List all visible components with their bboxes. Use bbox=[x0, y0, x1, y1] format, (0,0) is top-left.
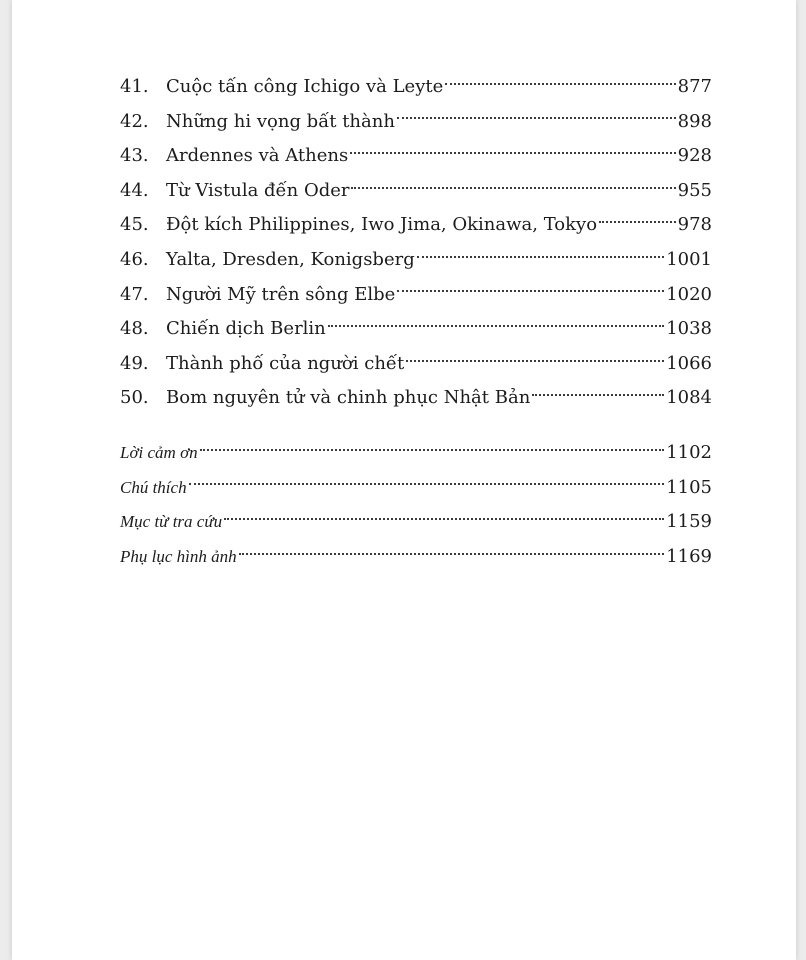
chapter-title: Đột kích Philippines, Iwo Jima, Okinawa, Tokyo bbox=[166, 214, 598, 236]
chapter-number: 49. bbox=[120, 352, 149, 374]
dot-leader bbox=[532, 393, 664, 396]
chapter-title: Ardennes và Athens bbox=[166, 145, 349, 167]
chapter-title: Những hi vọng bất thành bbox=[166, 110, 395, 132]
chapter-number: 42. bbox=[120, 110, 149, 132]
dot-leader bbox=[328, 324, 664, 327]
chapter-title: Từ Vistula đến Oder bbox=[166, 179, 350, 201]
chapter-title: Yalta, Dresden, Konigsberg bbox=[166, 248, 415, 270]
dot-leader bbox=[406, 359, 664, 362]
toc-entry-46 bbox=[120, 243, 712, 278]
chapter-title: Người Mỹ trên sông Elbe bbox=[166, 283, 396, 305]
chapter-title: Cuộc tấn công Ichigo và Leyte bbox=[166, 76, 444, 97]
back-matter-title: Phụ lục hình ảnh bbox=[120, 546, 237, 566]
toc-entry-49 bbox=[120, 347, 712, 382]
dot-leader bbox=[189, 482, 665, 485]
page-number: 1001 bbox=[666, 248, 712, 270]
toc-entry-photo-appendix bbox=[120, 540, 712, 575]
toc-entry-42 bbox=[120, 105, 712, 140]
back-matter-title: Chú thích bbox=[120, 477, 187, 497]
page-number: 1159 bbox=[666, 511, 712, 533]
dot-leader bbox=[239, 552, 665, 555]
page-number: 928 bbox=[677, 145, 712, 167]
chapter-number: 46. bbox=[120, 248, 149, 270]
page-number: 1038 bbox=[666, 318, 712, 340]
page-number: 877 bbox=[677, 76, 712, 97]
chapter-number: 47. bbox=[120, 283, 149, 305]
chapter-number: 43. bbox=[120, 145, 149, 167]
toc-entry-47 bbox=[120, 278, 712, 313]
toc-entry-notes bbox=[120, 471, 712, 506]
section-gap bbox=[120, 416, 712, 436]
toc-entry-acknowledgements bbox=[120, 436, 712, 471]
book-page bbox=[12, 0, 796, 960]
chapter-number: 44. bbox=[120, 179, 149, 201]
table-of-contents bbox=[120, 70, 712, 574]
dot-leader bbox=[599, 220, 676, 223]
dot-leader bbox=[417, 255, 664, 258]
dot-leader bbox=[200, 448, 665, 451]
chapter-number: 48. bbox=[120, 318, 149, 340]
dot-leader bbox=[351, 186, 675, 189]
page-number: 1105 bbox=[666, 476, 712, 498]
toc-entry-45 bbox=[120, 208, 712, 243]
chapter-number: 50. bbox=[120, 387, 149, 409]
back-matter-title: Lời cảm ơn bbox=[120, 442, 198, 462]
dot-leader bbox=[397, 116, 676, 119]
chapter-number: 45. bbox=[120, 214, 149, 236]
chapter-title: Bom nguyên tử và chinh phục Nhật Bản bbox=[166, 387, 531, 409]
toc-entry-50 bbox=[120, 381, 712, 416]
toc-entry-43 bbox=[120, 139, 712, 174]
page-number: 1169 bbox=[666, 545, 712, 567]
chapter-number: 41. bbox=[120, 76, 149, 97]
page-number: 1084 bbox=[666, 387, 712, 409]
page-number: 978 bbox=[677, 214, 712, 236]
page-number: 1020 bbox=[666, 283, 712, 305]
toc-entry-44 bbox=[120, 174, 712, 209]
page-number: 1066 bbox=[666, 352, 712, 374]
chapter-title: Chiến dịch Berlin bbox=[166, 318, 326, 340]
dot-leader bbox=[397, 289, 664, 292]
page-number: 955 bbox=[677, 179, 712, 201]
back-matter-title: Mục từ tra cứu bbox=[120, 512, 223, 532]
dot-leader bbox=[350, 151, 675, 154]
toc-entry-index bbox=[120, 505, 712, 540]
chapter-title: Thành phố của người chết bbox=[166, 352, 405, 374]
dot-leader bbox=[224, 517, 664, 520]
toc-entry-41 bbox=[120, 70, 712, 105]
page-number: 898 bbox=[677, 110, 712, 132]
dot-leader bbox=[445, 82, 675, 85]
page-number: 1102 bbox=[666, 441, 712, 463]
toc-entry-48 bbox=[120, 312, 712, 347]
